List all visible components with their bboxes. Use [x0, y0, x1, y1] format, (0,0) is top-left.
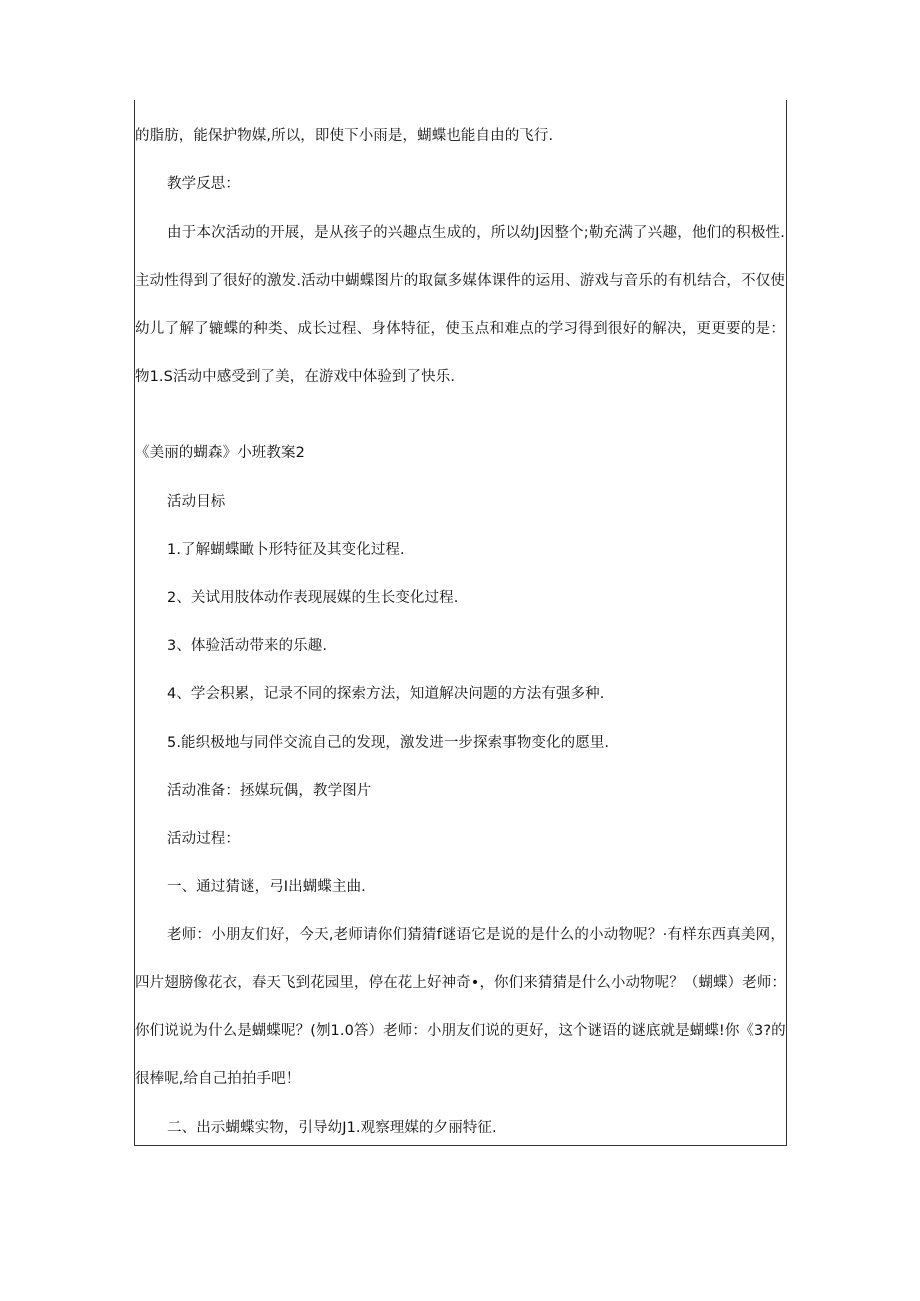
reflection-heading: [135, 170, 785, 199]
goal-item: [135, 632, 785, 661]
goal-item: [135, 536, 785, 565]
dialogue-paragraph: [135, 921, 785, 1094]
reflection-paragraph: [135, 219, 785, 392]
heading-text: 活动过程：: [167, 831, 240, 847]
preparation-text: 活动准备：拯媒玩偶，教学图片: [167, 783, 372, 799]
content-frame: [134, 100, 787, 1146]
step-text: 二、出示蝴蝶实物，引导幼J1.观察理媒的夕丽特征.: [167, 1120, 497, 1136]
goal-item: [135, 680, 785, 709]
process-heading: [135, 825, 785, 854]
heading-text: 活动目标: [167, 494, 226, 510]
goal-item: [135, 729, 785, 758]
text-line: 你们说说为什么是蝴蝶呢？(刎1.0答）老师：小朋友们说的更好，这个谜语的谜底就是蝴蝶!你《3?的: [135, 1023, 786, 1039]
step-two: [135, 1114, 785, 1143]
text-line: 很棒呢,给自己拍拍手吧！: [135, 1071, 301, 1087]
title-text: 《美丽的蝴森》小班教案2: [135, 445, 305, 461]
goal-item: [135, 584, 785, 613]
step-one: [135, 873, 785, 902]
preparation: [135, 777, 785, 806]
text-line: 四片翅膀像花衣，春天飞到花园里，停在花上好神奇•，你们来猜猜是什么小动物呢？（蝴蝶）老师：: [135, 975, 787, 991]
text-line: 物1.S活动中感受到了美，在游戏中体验到了快乐.: [135, 369, 456, 385]
goal-text: 4、学会积累，记录不同的探索方法，知道解决问题的方法有强多种.: [167, 686, 605, 702]
text-line: 主动性得到了很好的激发.活动中蝴蝶图片的取氤多媒体课件的运用、游戏与音乐的有机结合，不仅使: [135, 273, 785, 289]
goal-text: 5.能织极地与同伴交流自己的发现，激发进一步探索事物变化的愿里.: [167, 735, 610, 751]
goal-text: 1.了解蝴蝶瞰卜形特征及其变化过程.: [167, 542, 405, 558]
step-text: 一、通过猜谜，弓I出蝴蝶主曲.: [167, 879, 366, 895]
text-line: 的脂肪，能保护物媒,所以，即使下小雨是，蝴蝶也能自由的飞行.: [135, 128, 554, 144]
lesson-title: [135, 439, 785, 468]
paragraph-continuation: [135, 122, 785, 151]
goal-text: 2、关试用肢体动作表现展媒的生长变化过程.: [167, 590, 459, 606]
text-line: 由于本次活动的开展，是从孩子的兴趣点生成的，所以幼J因整个;勒充满了兴趣，他们的积极性.: [167, 225, 785, 241]
text-line: 幼儿了解了辘蝶的种类、成长过程、身体特征，使玉点和难点的学习得到很好的解决，更更要的是：: [135, 321, 785, 337]
goal-text: 3、体验活动带来的乐趣.: [167, 638, 328, 654]
heading-text: 教学反思：: [167, 176, 240, 192]
goals-heading: [135, 488, 785, 517]
text-line: 老师：小朋友们好，今天,老师请你们猜猜f谜语它是说的是什么的小动物呢？·有样东西真美网，: [167, 927, 785, 943]
